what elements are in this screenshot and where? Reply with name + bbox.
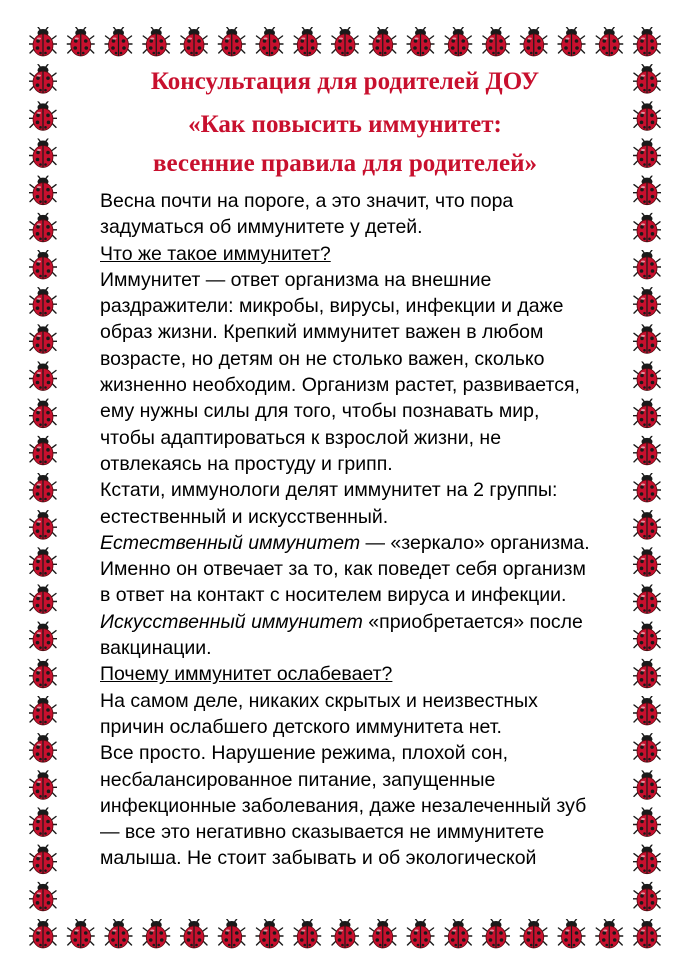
- ladybug-icon: [29, 362, 57, 391]
- text-line: ему нужны силы для того, чтобы познавать мир,: [100, 400, 540, 423]
- text-line: Весна почти на пороге, а это значит, что пора: [100, 190, 514, 212]
- ladybug-icon: [180, 919, 208, 948]
- ladybug-icon: [218, 919, 246, 948]
- text-line: На самом деле, никаких скрытых и неизвестных: [100, 689, 538, 712]
- ladybug-icon: [29, 436, 57, 465]
- title-line-3: весенние правила для родителей»: [152, 150, 538, 177]
- ladybug-icon: [407, 27, 435, 56]
- question-heading: [100, 661, 640, 687]
- ladybug-icon: [633, 882, 661, 911]
- ladybug-icon: [29, 547, 57, 576]
- ladybug-icon: [29, 250, 57, 279]
- text-line: Все просто. Нарушение режима, плохой сон,: [100, 742, 509, 765]
- ladybug-icon: [29, 770, 57, 799]
- ladybug-icon: [633, 919, 661, 948]
- ladybug-icon: [293, 27, 321, 56]
- text-line: несбалансированное питание, запущенные: [100, 768, 496, 791]
- ladybug-icon: [633, 27, 661, 56]
- text-line: отвлекаясь на простуду и грипп.: [100, 452, 393, 475]
- question-heading: [100, 241, 640, 267]
- text-line: Иммунитет — ответ организма на внешние: [100, 268, 492, 291]
- question-text: Что же такое иммунитет?: [100, 242, 331, 265]
- ladybug-icon: [331, 919, 359, 948]
- text-line: малыша. Не стоит забывать и об экологической: [100, 847, 537, 870]
- title-line-2: «Как повысить иммунитет:: [188, 111, 502, 138]
- article-body: [100, 188, 640, 872]
- ladybug-icon: [218, 27, 246, 56]
- ladybug-icon: [595, 27, 623, 56]
- ladybug-icon: [444, 919, 472, 948]
- ladybug-icon: [142, 919, 170, 948]
- ladybug-icon: [29, 324, 57, 353]
- ladybug-icon: [29, 882, 57, 911]
- ladybug-icon: [67, 27, 95, 56]
- ladybug-icon: [407, 919, 435, 948]
- text-line: — все это негативно сказывается не иммунитете: [100, 821, 545, 844]
- ladybug-icon: [29, 919, 57, 948]
- ladybug-icon: [293, 919, 321, 948]
- ladybug-icon: [520, 27, 548, 56]
- title-line-1: Консультация для родителей ДОУ: [150, 68, 540, 95]
- text-line: в ответ на контакт с носителем вируса и инфекции.: [100, 584, 567, 607]
- ladybug-icon: [331, 27, 359, 56]
- ladybug-icon: [595, 919, 623, 948]
- ladybug-icon: [482, 919, 510, 948]
- ladybug-icon: [29, 399, 57, 428]
- ladybug-icon: [29, 213, 57, 242]
- text-line: Кстати, иммунологи делят иммунитет на 2 группы:: [100, 479, 558, 502]
- ladybug-icon: [67, 919, 95, 948]
- text-line: образ жизни. Крепкий иммунитет важен в любом: [100, 321, 544, 344]
- artificial-immunity-text: «приобретается» после: [362, 610, 583, 633]
- artificial-immunity-term: Искусственный иммунитет: [100, 610, 363, 633]
- question-text: Почему иммунитет ослабевает?: [100, 663, 393, 686]
- text-line: вакцинации.: [100, 637, 212, 660]
- ladybug-icon: [256, 27, 284, 56]
- ladybug-icon: [105, 27, 133, 56]
- text-line: инфекционные заболевания, даже незалеченный зуб: [100, 794, 587, 817]
- ladybug-icon: [29, 287, 57, 316]
- text-line: чтобы адаптироваться к взрослой жизни, не: [100, 426, 502, 449]
- ladybug-icon: [180, 27, 208, 56]
- ladybug-icon: [558, 27, 586, 56]
- ladybug-icon: [29, 696, 57, 725]
- ladybug-icon: [369, 27, 397, 56]
- ladybug-icon: [29, 27, 57, 56]
- ladybug-icon: [29, 733, 57, 762]
- text-line: возрасте, но детям он не столько важен, сколько: [100, 347, 545, 370]
- text-line: [100, 609, 640, 635]
- ladybug-icon: [29, 808, 57, 837]
- ladybug-icon: [256, 919, 284, 948]
- natural-immunity-term: Естественный иммунитет: [100, 531, 361, 554]
- ladybug-icon: [29, 622, 57, 651]
- text-line: жизненно необходим. Организм растет, развивается,: [100, 374, 580, 397]
- text-line: раздражители: микробы, вирусы, инфекции и даже: [100, 295, 564, 318]
- ladybug-icon: [29, 845, 57, 874]
- ladybug-icon: [29, 176, 57, 205]
- text-line: причин ослабшего детского иммунитета нет.: [100, 715, 502, 738]
- text-line: Именно он отвечает за то, как поведет себя организм: [100, 558, 586, 581]
- ladybug-icon: [142, 27, 170, 56]
- ladybug-icon: [369, 919, 397, 948]
- ladybug-icon: [444, 27, 472, 56]
- text-line: [100, 530, 640, 556]
- ladybug-icon: [29, 510, 57, 539]
- text-line: естественный и искусственный.: [100, 505, 389, 528]
- ladybug-icon: [29, 585, 57, 614]
- natural-immunity-text: — «зеркало» организма.: [360, 531, 590, 554]
- ladybug-icon: [29, 473, 57, 502]
- ladybug-icon: [482, 27, 510, 56]
- ladybug-icon: [558, 919, 586, 948]
- text-line: задуматься об иммунитете у детей.: [100, 216, 423, 239]
- ladybug-icon: [105, 919, 133, 948]
- ladybug-icon: [29, 659, 57, 688]
- ladybug-icon: [520, 919, 548, 948]
